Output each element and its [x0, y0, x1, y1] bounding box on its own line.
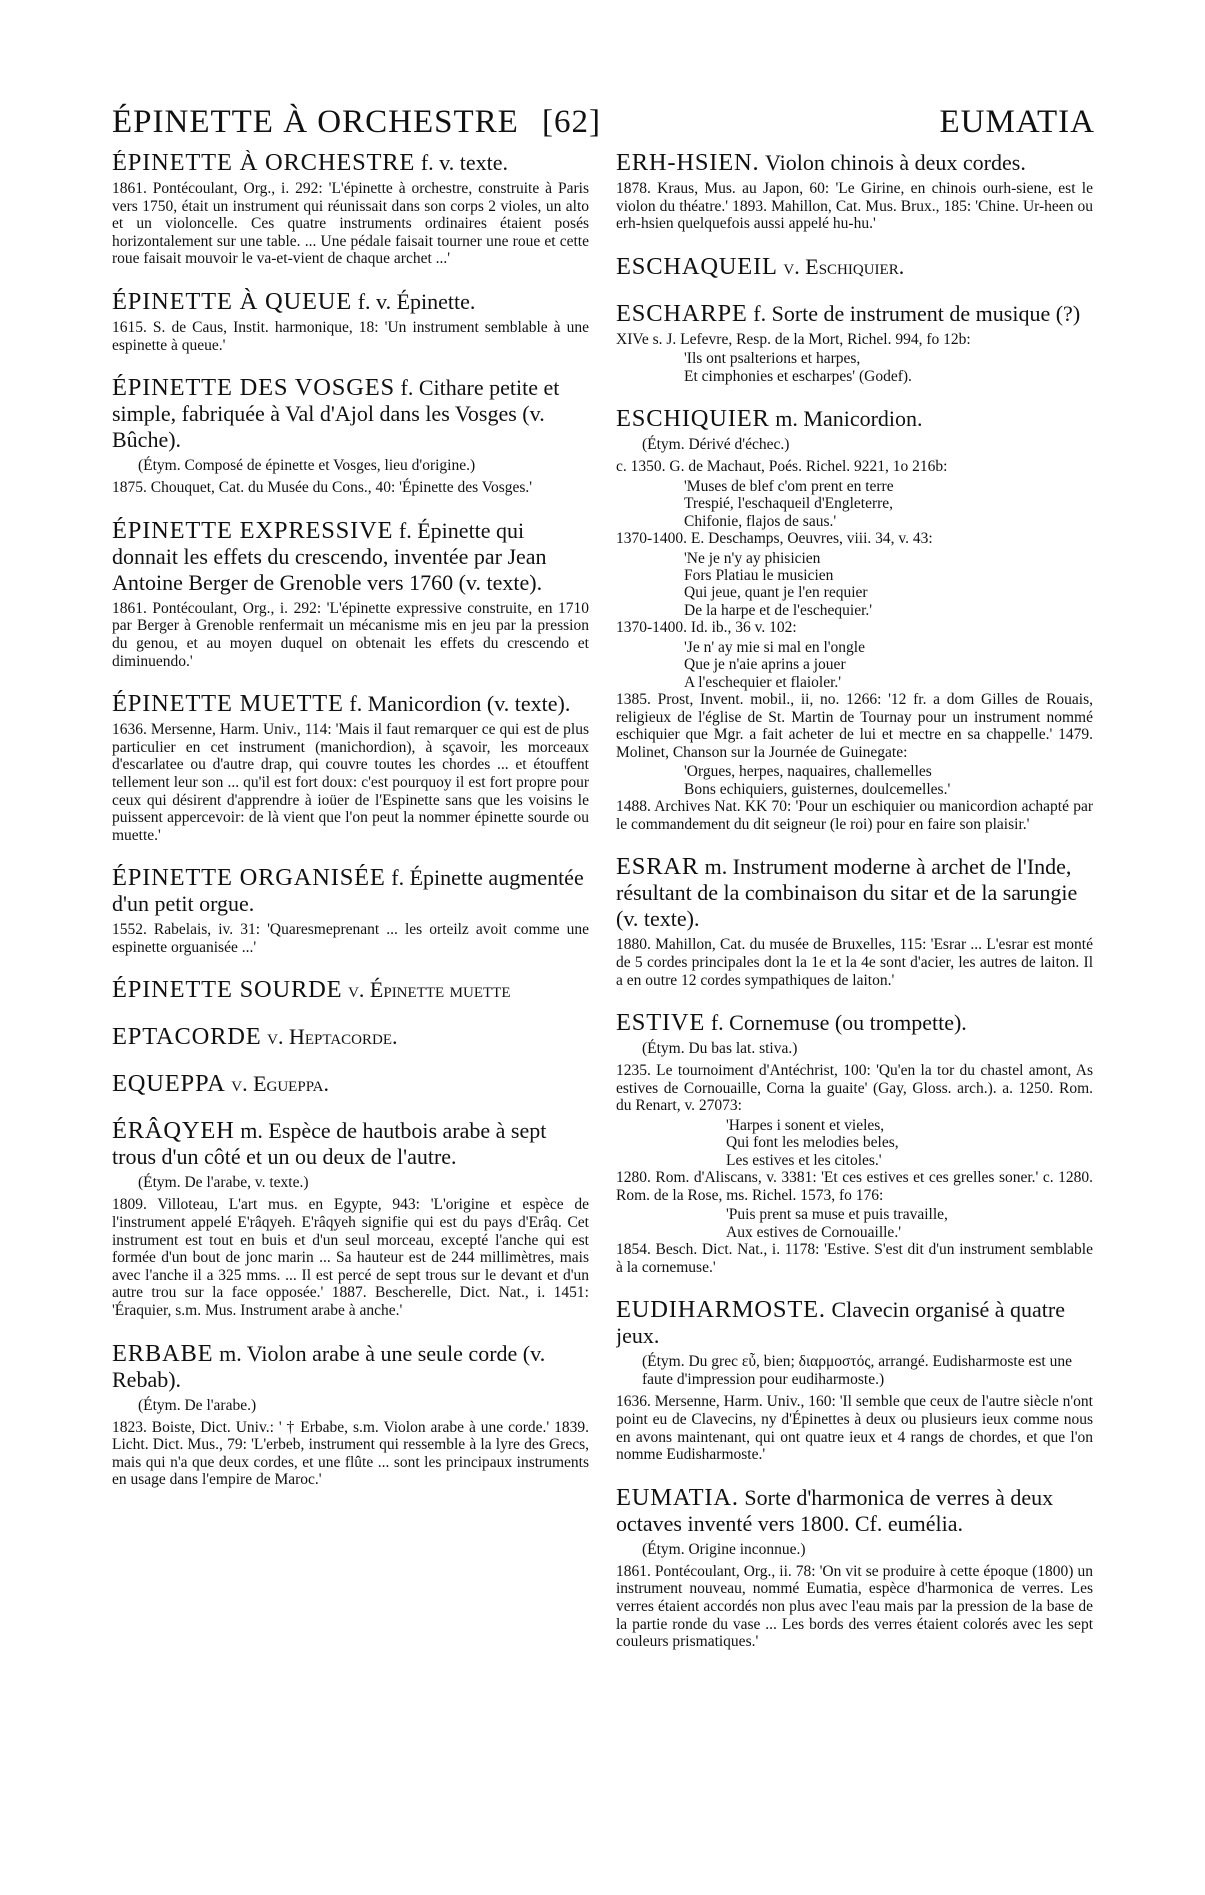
running-head-right: EUMATIA	[939, 104, 1095, 140]
headword: ÉPINETTE SOURDE	[112, 976, 343, 1004]
etymology: (Étym. Du grec εὖ, bien; διαρμοστός, arrangé. Eudisharmoste est une faute d'impression pour eudiharmoste.)	[642, 1353, 1072, 1389]
citation: c. 1350. G. de Machaut, Poés. Richel. 9221, 1o 216b:	[616, 458, 948, 476]
citation: 1636. Mersenne, Harm. Univ., 114: 'Mais il faut remarquer ce qui est de plus particulier en cet instrument (manichordion), à sçavoir, les morceaux d'escarlatee ou d'autre drap, qui couvre toutes les chordes ... et étouffent tellement leur son ... qu'il est fort doux: c'est pourquoy il est fort propre pour ceux qui désirent d'apprendre à ioüer de l'Espinette sans que les voisins le puissent appercevoir: de là vient que l'on peut la nommer épinette sourde ou muette.'	[112, 721, 589, 844]
entry-epinette-expressive	[112, 518, 589, 670]
headword: ESCHAQUEIL	[616, 252, 778, 280]
headword: ÉPINETTE À QUEUE	[112, 287, 353, 315]
definition: Violon chinois à deux cordes.	[765, 150, 1026, 175]
entry-head	[616, 854, 1093, 932]
verse-line: A l'eschequier et flaioler.'	[684, 673, 842, 691]
entry-epinette-sourde	[112, 977, 589, 1003]
entry-head	[112, 150, 589, 176]
entry-erh-hsien	[616, 150, 1093, 233]
definition: f. v. Épinette.	[357, 288, 476, 314]
entry-head	[616, 1485, 1093, 1537]
citation: 1878. Kraus, Mus. au Japon, 60: 'Le Girine, en chinois ourh-siene, est le violon du théatre.' 1893. Mahillon, Cat. Mus. Brux., 185: 'Chine. Ur-heen ou erh-hsien quelquefois aussi appelé hu-hu.'	[616, 180, 1093, 233]
citation: XIVe s. J. Lefevre, Resp. de la Mort, Richel. 994, fo 12b:	[616, 330, 971, 348]
citation: 1235. Le tournoiment d'Antéchrist, 100: 'Qu'en la tor du chastel amont, As estives de Cornouaille, Corna la guaite' (Gay, Gloss. arch.). a. 1250. Rom. du Renart, v. 27073:	[616, 1062, 1093, 1115]
etymology: (Étym. De l'arabe, v. texte.)	[138, 1174, 309, 1192]
entry-estive	[616, 1010, 1093, 1276]
entry-head	[616, 1010, 1093, 1036]
verse-line: Qui jeue, quant je l'en requier	[684, 584, 868, 602]
verse-line: 'Orgues, herpes, naquaires, challemelles	[684, 763, 932, 781]
definition: f. Épinette augmentée d'un petit orgue.	[112, 865, 584, 917]
cross-reference: v. Heptacorde.	[267, 1024, 398, 1050]
entry-equeppa	[112, 1071, 589, 1097]
definition: f. Manicordion (v. texte).	[349, 691, 571, 717]
verse-line: Aux estives de Cornouaille.'	[726, 1223, 901, 1241]
entry-esrar	[616, 854, 1093, 989]
citation: 1861. Pontécoulant, Org., i. 292: 'L'épinette expressive construite, en 1710 par Berger à Grenoble renfermait un mécanisme mis en jeu par la pression du genou, et au moyen duquel on obtenait les effets du crescendo et diminuendo.'	[112, 599, 589, 670]
headword: ESCHARPE	[616, 299, 748, 327]
entry-eschaqueil	[616, 254, 1093, 280]
citation: 1615. S. de Caus, Instit. harmonique, 18: 'Un instrument semblable à une espinette à queue.'	[112, 318, 589, 354]
entry-head	[112, 977, 589, 1003]
page-number: [62]	[542, 104, 601, 140]
headword: ESTIVE	[616, 1009, 706, 1037]
definition: f. v. texte.	[420, 150, 508, 175]
entry-eptacorde	[112, 1024, 589, 1050]
verse-line: 'Je n' ay mie si mal en l'ongle	[684, 638, 865, 656]
entry-eudiharmoste	[616, 1297, 1093, 1463]
verse-line: De la harpe et de l'eschequier.'	[684, 601, 873, 619]
left-column	[112, 150, 589, 1870]
definition: f. Cithare petite et simple, fabriquée à Val d'Ajol dans les Vosges (v. Bûche).	[112, 375, 560, 453]
entry-epinette-a-queue	[112, 289, 589, 354]
citation: 1823. Boiste, Dict. Univ.: ' † Erbabe, s.m. Violon arabe à une corde.' 1839. Licht. Dict. Mus., 79: 'L'erbeb, instrument qui ressemble à la lyre des Grecs, mais qui n'a que deux cordes, et une flûte ... sont les principaux instruments en usage dans l'empire de Maroc.'	[112, 1418, 589, 1489]
verse-line: 'Harpes i sonent et vieles,	[726, 1116, 885, 1134]
entry-epinette-des-vosges	[112, 375, 589, 497]
entry-head	[112, 1341, 589, 1393]
verse-line: 'Muses de blef c'om prent en terre	[684, 477, 894, 495]
entry-head	[112, 1024, 589, 1050]
headword: ÉPINETTE À ORCHESTRE	[112, 150, 416, 176]
entry-epinette-a-orchestre	[112, 150, 589, 268]
headword: EPTACORDE	[112, 1023, 262, 1051]
definition: m. Manicordion.	[775, 406, 923, 432]
citation: 1636. Mersenne, Harm. Univ., 160: 'Il semble que ceux de l'autre siècle n'ont point eu de Clavecins, ny d'Épinettes à deux ou plusieurs ieux comme nous en avons maintenant, qui ont quatre ieux et 4 rangs de chordes, et que l'on nomme Eudisharmoste.'	[616, 1393, 1093, 1464]
headword: ESCHIQUIER	[616, 405, 770, 433]
citation: 1875. Chouquet, Cat. du Musée du Cons., 40: 'Épinette des Vosges.'	[112, 479, 533, 497]
cross-reference: v. Épinette muette	[348, 977, 511, 1003]
verse-line: Bons echiquiers, guisternes, doulcemelles.'	[684, 780, 951, 798]
right-column	[616, 150, 1093, 1870]
entry-head	[112, 289, 589, 315]
entry-epinette-organisee	[112, 865, 589, 956]
cross-reference: v. Eschiquier.	[783, 253, 905, 279]
entry-head	[112, 691, 589, 717]
verse-line: Trespié, l'eschaqueil d'Engleterre,	[684, 495, 894, 513]
entry-head	[112, 518, 589, 596]
verse-line: 'Puis prent sa muse et puis travaille,	[726, 1206, 948, 1224]
headword: ÉPINETTE ORGANISÉE	[112, 864, 386, 892]
definition: m. Violon arabe à une seule corde (v. Rebab).	[112, 1340, 546, 1392]
running-head-left: ÉPINETTE À ORCHESTRE	[112, 104, 519, 140]
definition: m. Espèce de hautbois arabe à sept trous d'un côté et un ou deux de l'autre.	[112, 1118, 547, 1170]
citation: 1809. Villoteau, L'art mus. en Egypte, 943: 'L'origine et espèce de l'instrument appelé E'râqyeh. E'râqyeh signifie qui est du pays d'Erâq. Cet instrument est tout en buis et d'un seul morceau, excepté l'anche qui est formée d'un bout de jonc marin ... Sa hauteur est de 244 millimètres, mais avec l'anche il a 325 mms. ... Il est percé de sept trous sur le devant et d'un autre trou sur la face opposée.' 1887. Bescherelle, Dict. Nat., i. 1451: 'Éraquier, s.m. Mus. Instrument arabe à anche.'	[112, 1196, 589, 1320]
citation: 1280. Rom. d'Aliscans, v. 3381: 'Et ces estives et ces grelles soner.' c. 1280. Rom. de la Rose, ms. Richel. 1573, fo 176:	[616, 1169, 1093, 1204]
headword: EUDIHARMOSTE.	[616, 1296, 826, 1324]
headword: ÉPINETTE DES VOSGES	[112, 374, 395, 402]
headword: ÉPINETTE EXPRESSIVE	[112, 516, 394, 544]
definition: Clavecin organisé à quatre jeux.	[616, 1297, 1065, 1349]
entry-erbabe	[112, 1341, 589, 1489]
definition: f. Cornemuse (ou trompette).	[710, 1010, 967, 1036]
headword: ESRAR	[616, 853, 699, 881]
citation: 1861. Pontécoulant, Org., i. 292: 'L'épinette à orchestre, construite à Paris vers 1750, était un instrument qui réunissait dans son corps 2 violes, un alto et un violoncelle. Ces quatre instruments ordinaires étaient posés horizontalement sur une table. ... Une pédale faisait tourner une roue et cette roue faisait mouvoir le va-et-vient de chaque archet ...'	[112, 180, 589, 268]
entry-head	[112, 375, 589, 453]
entry-head	[112, 865, 589, 917]
entry-eschiquier	[616, 406, 1093, 833]
citation: 1552. Rabelais, iv. 31: 'Quaresmeprenant ... les orteilz avoit comme une espinette orguanisée ...'	[112, 921, 589, 956]
headword: ÉRÂQYEH	[112, 1117, 235, 1145]
etymology: (Étym. Composé de épinette et Vosges, lieu d'origine.)	[138, 457, 476, 475]
headword: ERBABE	[112, 1339, 214, 1367]
entry-head	[616, 301, 1093, 327]
headword: EQUEPPA	[112, 1070, 226, 1098]
running-head	[112, 104, 1095, 144]
verse-line: Et cimphonies et escharpes' (Godef).	[684, 367, 912, 385]
entry-epinette-muette	[112, 691, 589, 844]
verse-line: Qui font les melodies beles,	[726, 1134, 899, 1152]
citation: 1385. Prost, Invent. mobil., ii, no. 1266: '12 fr. a dom Gilles de Rouais, religieux de l'église de St. Martin de Tournay pour un instrument nommé eschiquier que Mgr. a fait acheter de lui et mectre en sa chappelle.' 1479. Molinet, Chanson sur la Journée de Guinegate:	[616, 691, 1093, 761]
citation: 1880. Mahillon, Cat. du musée de Bruxelles, 115: 'Esrar ... L'esrar est monté de 5 cordes principales dont la 1e et la 4e sont d'acier, les autres de laiton. Il a en outre 12 cordes sympathiques de laiton.'	[616, 936, 1093, 989]
definition: f. Sorte de instrument de musique (?)	[753, 300, 1081, 326]
entry-head	[616, 406, 1093, 432]
entry-eraqyeh	[112, 1118, 589, 1319]
etymology: (Étym. De l'arabe.)	[138, 1396, 257, 1414]
citation: 1370-1400. E. Deschamps, Oeuvres, viii. 34, v. 43:	[616, 530, 933, 547]
entry-head	[616, 150, 1093, 176]
entry-eumatia	[616, 1485, 1093, 1651]
definition: Sorte d'harmonica de verres à deux octaves inventé vers 1800. Cf. eumélia.	[616, 1484, 1054, 1536]
citation: 1370-1400. Id. ib., 36 v. 102:	[616, 619, 797, 637]
definition: f. Épinette qui donnait les effets du crescendo, inventée par Jean Antoine Berger de Grenoble vers 1760 (v. texte).	[112, 517, 547, 595]
entry-head	[112, 1071, 589, 1097]
citation: 1854. Besch. Dict. Nat., i. 1178: 'Estive. S'est dit d'un instrument semblable à la cornemuse.'	[616, 1241, 1093, 1276]
citation: 1861. Pontécoulant, Org., ii. 78: 'On vit se produire à cette époque (1800) un instrument nouveau, nommé Eumatia, espèce d'harmonica de verres. Les verres étaient accordés non plus avec l'eau mais par la pression de la base de la partie ronde du vase ... Les bords des verres étaient colorés avec les sept couleurs prismatiques.'	[616, 1562, 1093, 1651]
headword: EUMATIA.	[616, 1483, 739, 1511]
verse-line: Fors Platiau le musicien	[684, 567, 834, 584]
verse-line: 'Ne je n'y ay phisicien	[684, 549, 821, 567]
cross-reference: v. Egueppa.	[231, 1071, 329, 1097]
etymology: (Étym. Du bas lat. stiva.)	[642, 1040, 798, 1058]
citation: 1488. Archives Nat. KK 70: 'Pour un eschiquier ou manicordion achapté par le commandement du dit seigneur (le roi) pour en faire son plaisir.'	[616, 798, 1093, 833]
headword: ERH-HSIEN.	[616, 150, 760, 176]
etymology: (Étym. Origine inconnue.)	[642, 1540, 806, 1558]
verse-line: Que je n'aie aprins a jouer	[684, 656, 846, 674]
verse-line: Les estives et les citoles.'	[726, 1151, 882, 1169]
entry-escharpe	[616, 301, 1093, 385]
verse-line: Chifonie, flajos de saus.'	[684, 512, 837, 530]
headword: ÉPINETTE MUETTE	[112, 690, 344, 718]
etymology: (Étym. Dérivé d'échec.)	[642, 436, 790, 454]
verse-line: 'Ils ont psalterions et harpes,	[684, 350, 861, 368]
entry-head	[616, 1297, 1093, 1349]
entry-head	[112, 1118, 589, 1170]
entry-head	[616, 254, 1093, 280]
definition: m. Instrument moderne à archet de l'Inde, résultant de la combinaison du sitar et de la sarungie (v. texte).	[616, 854, 1078, 932]
